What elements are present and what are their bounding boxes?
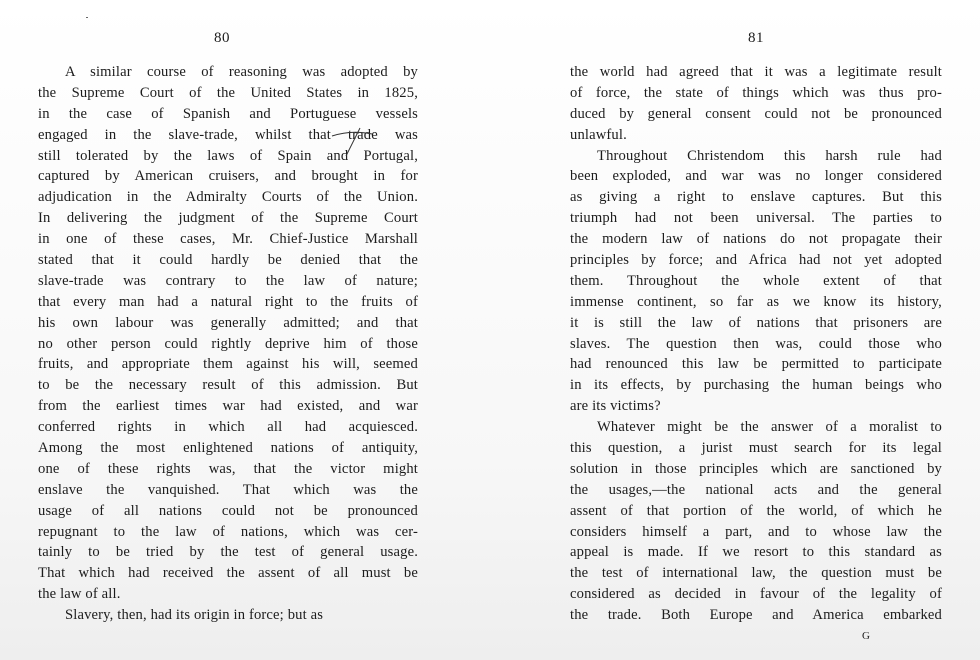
text-line: adjudication in the Admiralty Courts of the Union. — [38, 189, 418, 206]
text-line: slaves. The question then was, could those who — [570, 335, 942, 352]
text-line: conferred rights in which all had acquiesced. — [38, 419, 418, 436]
page-number-left: 80 — [214, 30, 230, 46]
text-line: been exploded, and war was no longer considered — [570, 168, 942, 185]
text-line: the test of international law, the question must be — [570, 565, 942, 582]
text-line: Whatever might be the answer of a moralist to — [597, 419, 942, 436]
text-line: In delivering the judgment of the Supreme Court — [38, 210, 418, 227]
text-line: unlawful. — [570, 126, 627, 143]
text-line: from the earliest times war had existed, and war — [38, 398, 418, 415]
text-line: Throughout Christendom this harsh rule had — [597, 147, 942, 164]
text-line: Slavery, then, had its origin in force; but as — [65, 607, 324, 624]
text-line: That which had received the assent of all must be — [38, 565, 418, 582]
text-line: fruits, and appropriate them against his will, seemed — [38, 356, 418, 373]
text-line: triumph had not been universal. The parties to — [570, 210, 942, 227]
text-line: in its effects, by purchasing the human beings who — [570, 377, 942, 394]
text-line: that every man had a natural right to the fruits of — [38, 293, 418, 310]
text-line: immense continent, so far as we know its history, — [570, 293, 942, 310]
text-line: in the case of Spanish and Portuguese vessels — [38, 105, 418, 122]
text-line: the trade. Both Europe and America embarked — [570, 607, 942, 624]
text-line: tainly to be tried by the test of general usage. — [38, 544, 418, 561]
text-line: to be the necessary result of this admission. But — [38, 377, 418, 394]
text-line: are its victims? — [570, 398, 661, 415]
text-line: engaged in the slave-trade, whilst that trade was — [38, 126, 418, 143]
text-line: appeal is made. If we resort to this standard as — [570, 544, 942, 561]
text-line: the usages,—the national acts and the general — [570, 481, 942, 498]
text-line: this question, a jurist must search for its legal — [570, 440, 942, 457]
text-line: no other person could rightly deprive him of those — [38, 335, 418, 352]
text-line: as giving a right to enslave captures. But this — [570, 189, 942, 206]
text-line: the Supreme Court of the United States in 1825, — [38, 84, 418, 101]
text-line: considers himself a part, and to whose law the — [570, 523, 942, 540]
text-line: captured by American cruisers, and brought in for — [38, 168, 418, 185]
text-line: A similar course of reasoning was adopted by — [65, 64, 418, 80]
text-line: usage of all nations could not be pronounced — [38, 502, 418, 519]
text-line: had renounced this law be permitted to participate — [570, 356, 942, 373]
text-line: the world had agreed that it was a legitimate result — [570, 64, 942, 80]
text-line: considered as decided in favour of the legality of — [570, 586, 942, 603]
text-line: enslave the vanquished. That which was the — [38, 481, 418, 498]
signature-mark: G — [862, 630, 870, 642]
text-line: the law of all. — [38, 586, 121, 603]
right-page — [490, 0, 980, 660]
text-line: his own labour was generally admitted; and that — [38, 314, 418, 331]
text-line: slave-trade was contrary to the law of nature; — [38, 272, 418, 289]
text-line: Among the most enlightened nations of antiquity, — [38, 440, 418, 457]
text-line: stated that it could hardly be denied that the — [38, 252, 418, 269]
text-line: of force, the state of things which was thus pro- — [570, 84, 942, 101]
text-line: duced by general consent could not be pronounced — [570, 105, 942, 122]
text-line: one of these rights was, that the victor might — [38, 460, 418, 477]
text-line: assent of that portion of the world, of which he — [570, 502, 942, 519]
text-line: them. Throughout the whole extent of that — [570, 272, 942, 289]
text-line: repugnant to the law of nations, which was cer- — [38, 523, 418, 540]
page-number-right: 81 — [748, 30, 764, 46]
text-line: principles by force; and Africa had not yet adopted — [570, 252, 942, 269]
pencil-strike-mark — [330, 122, 374, 166]
text-line: still tolerated by the laws of Spain and Portugal, — [38, 147, 418, 164]
right-page-text — [570, 62, 942, 626]
text-line: the modern law of nations do not propagate their — [570, 231, 942, 248]
text-line: it is still the law of nations that prisoners are — [570, 314, 942, 331]
text-line: solution in those principles which are sanctioned by — [570, 460, 942, 477]
text-line: in one of these cases, Mr. Chief-Justice Marshall — [38, 231, 418, 248]
